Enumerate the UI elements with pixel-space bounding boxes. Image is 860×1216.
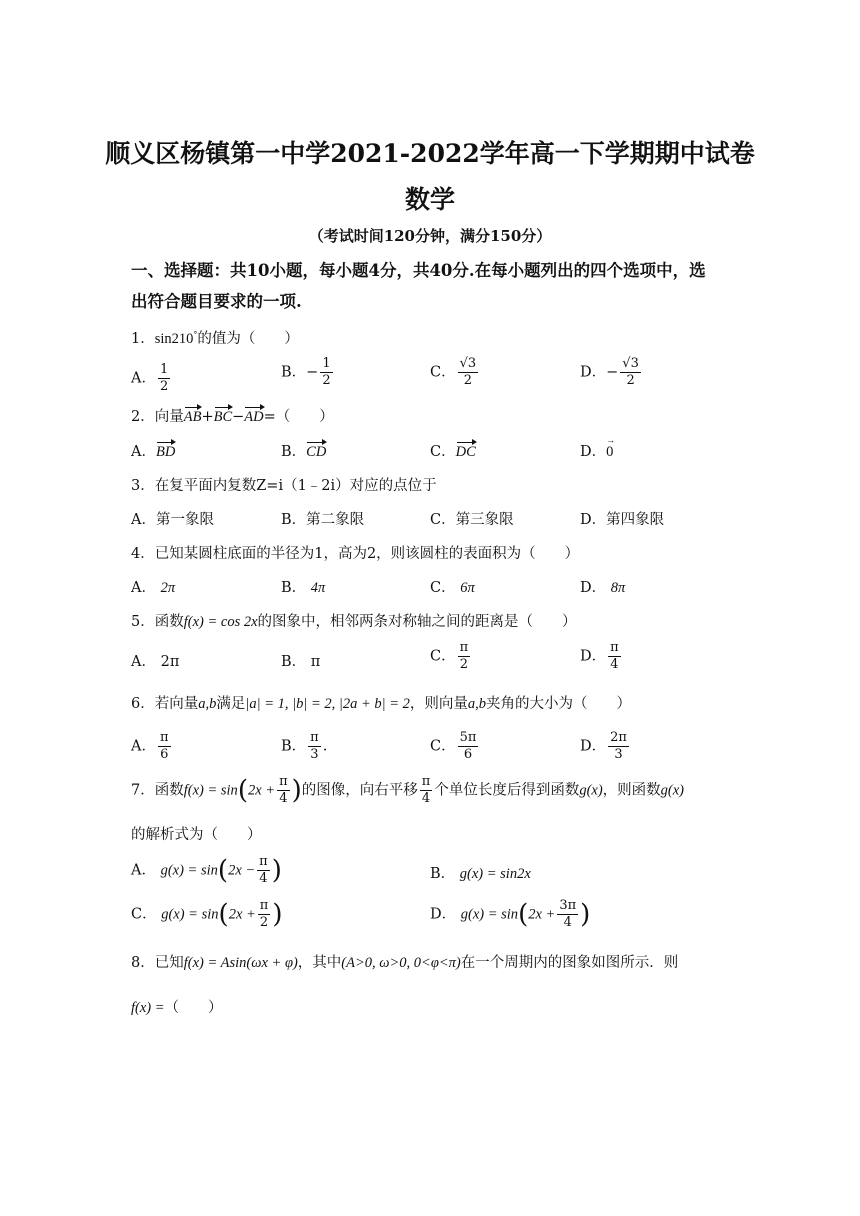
expr: sin210 [154, 331, 194, 347]
q4-option-b[interactable]: B． 4π [281, 580, 326, 596]
question-text: 的值为（ ） [197, 331, 299, 347]
q3-option-b[interactable]: B．第二象限 [281, 512, 365, 528]
q1-option-d[interactable]: D．− $\frac{√3}{2}$ [580, 356, 639, 388]
section-heading: 一、选择题：共10小题，每小题4分，共40分.在每小题列出的四个选项中，选 [131, 261, 706, 280]
q2-option-d[interactable]: D．0 → [580, 440, 613, 461]
question-number: 1． [131, 331, 155, 347]
q4-option-a[interactable]: A． 2π [131, 580, 176, 596]
q3-option-d[interactable]: D．第四象限 [580, 512, 665, 528]
q1-option-c[interactable]: C． $\frac{√3}{2}$ [430, 356, 477, 388]
question-8: 8．已知f(x) = Asin(ωx + φ)，其中(A>0, ω>0, 0<φ<π)在一个周期内的图象如图所示．则 [131, 955, 679, 971]
q7-option-c[interactable]: C． g(x) = sin(2x + $\frac{\pi}{2}$ ) [131, 898, 283, 930]
degree: ° [193, 330, 198, 340]
q7-option-a[interactable]: A． g(x) = sin(2x − $\frac{\pi}{4}$ ) [131, 854, 282, 886]
q2-option-a[interactable]: A．BD [131, 444, 176, 460]
q1-option-b[interactable]: B．− $\frac{1}{2}$ [281, 356, 331, 388]
question-6: 6．若向量a,b满足|a| = 1, |b| = 2, |2a + b| = 2，则向量a,b夹角的大小为（ ） [131, 696, 632, 712]
q6-option-b[interactable]: B． $\frac{\pi}{3}$ . [281, 730, 328, 762]
question-2: 2．向量AB+BC−AD=（ ） [131, 409, 334, 425]
q6-option-d[interactable]: D． $\frac{2\pi}{3}$ [580, 730, 627, 762]
q3-option-c[interactable]: C．第三象限 [430, 512, 514, 528]
question-3: 3．在复平面内复数Z=i（1﹣2i）对应的点位于 [131, 478, 437, 494]
q5-option-a[interactable]: A． 2π [131, 654, 180, 670]
q7-option-b[interactable]: B． g(x) = sin2x [430, 866, 531, 882]
exam-note: （考试时间120分钟，满分150分） [308, 227, 552, 245]
q5-option-d[interactable]: D． $\frac{\pi}{4}$ [580, 640, 619, 672]
question-7: 7．函数f(x) = sin(2x + $\frac{\pi}{4}$ )的图像，向右平移 $\frac{\pi}{4}$ 个单位长度后得到函数g(x)，则函数g(x) [131, 774, 685, 806]
question-5: 5．函数f(x) = cos 2x的图象中，相邻两条对称轴之间的距离是（ ） [131, 614, 577, 630]
page-title: 顺义区杨镇第一中学2021-2022学年高一下学期期中试卷 [105, 139, 755, 168]
question-7-cont: 的解析式为（ ） [131, 827, 262, 843]
q4-option-c[interactable]: C． 6π [430, 580, 475, 596]
question-4: 4．已知某圆柱底面的半径为1，高为2，则该圆柱的表面积为（ ） [131, 546, 580, 562]
q6-option-a[interactable]: A． $\frac{\pi}{6}$ [131, 730, 169, 762]
q2-option-b[interactable]: B．CD [281, 444, 327, 460]
q3-option-a[interactable]: A．第一象限 [131, 512, 214, 528]
q1-option-a[interactable]: A． $\frac{1}{2}$ [131, 362, 169, 394]
q5-option-b[interactable]: B． π [281, 654, 321, 670]
q2-option-c[interactable]: C．DC [430, 444, 476, 460]
subject-title: 数学 [404, 185, 455, 214]
q4-option-d[interactable]: D． 8π [580, 580, 626, 596]
question-1 [131, 327, 299, 348]
q6-option-c[interactable]: C． $\frac{5\pi}{6}$ [430, 730, 477, 762]
question-8-cont: f(x) =（ ） [131, 1000, 223, 1016]
q7-option-d[interactable]: D． g(x) = sin(2x + $\frac{3\pi}{4}$ ) [430, 898, 591, 930]
section-heading-cont: 出符合题目要求的一项. [131, 292, 302, 311]
q5-option-c[interactable]: C． $\frac{\pi}{2}$ [430, 640, 469, 672]
